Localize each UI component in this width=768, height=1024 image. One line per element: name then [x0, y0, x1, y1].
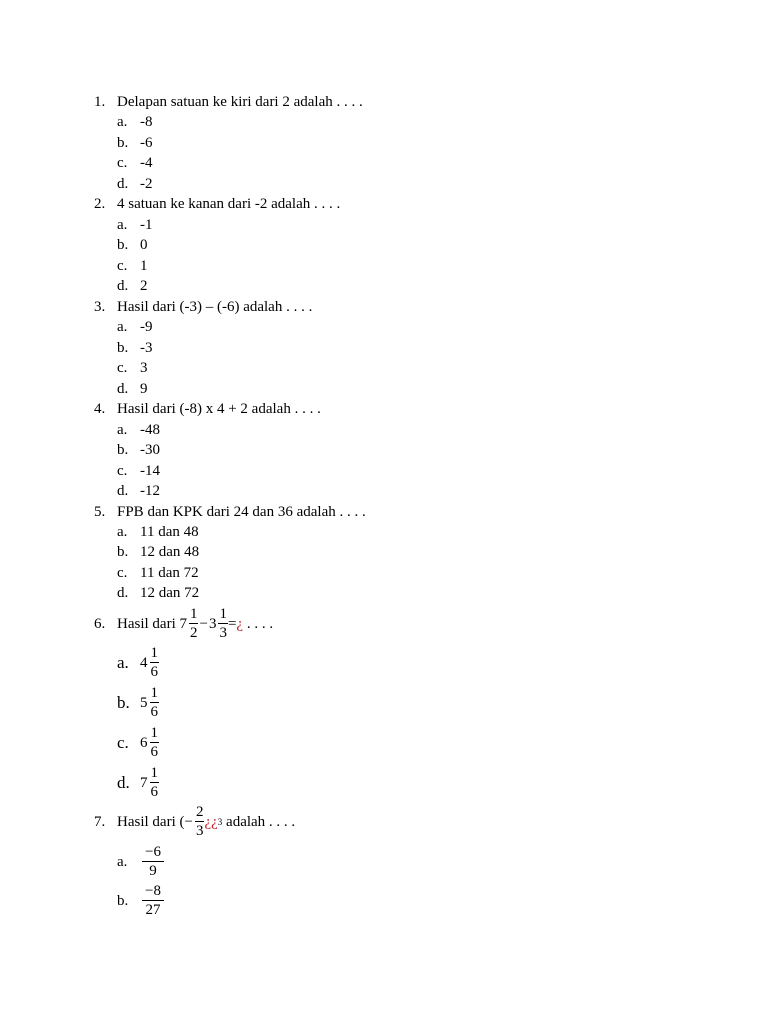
- option-letter: a.: [117, 217, 128, 233]
- question-2: [94, 194, 340, 214]
- option-letter: b.: [117, 237, 129, 253]
- option-text: 12 dan 72: [140, 585, 200, 601]
- option-letter: c.: [117, 463, 128, 479]
- option-letter: b.: [117, 692, 130, 712]
- option-text: -12: [140, 483, 160, 499]
- option-letter: b.: [117, 544, 129, 560]
- option-text: -4: [140, 155, 153, 171]
- option-3a: [117, 317, 153, 337]
- fraction: [218, 605, 228, 642]
- numerator: 2: [195, 804, 204, 820]
- fraction: [142, 843, 164, 880]
- option-letter: a.: [117, 652, 129, 672]
- fraction: [150, 644, 160, 681]
- option-letter: d.: [117, 176, 129, 192]
- minus-sign: −: [184, 813, 193, 830]
- question-text: FPB dan KPK dari 24 dan 36 adalah . . . .: [117, 504, 366, 520]
- option-letter: c.: [117, 565, 128, 581]
- numerator: 1: [150, 725, 158, 741]
- option-text: 11 dan 72: [140, 565, 199, 581]
- option-letter: d.: [117, 278, 129, 294]
- option-letter: c.: [117, 732, 129, 752]
- option-2b: [117, 235, 148, 255]
- option-text: 1: [140, 258, 148, 274]
- option-7a: [117, 843, 164, 880]
- option-letter: c.: [117, 155, 128, 171]
- question-prefix: Hasil dari: [117, 615, 176, 632]
- question-number: 7.: [94, 813, 106, 830]
- question-4: [94, 399, 321, 419]
- option-text: -14: [140, 463, 160, 479]
- option-3d: [117, 379, 148, 399]
- option-5c: [117, 563, 199, 583]
- option-text: -9: [140, 319, 153, 335]
- numerator: 1: [189, 606, 198, 622]
- option-letter: a.: [117, 319, 128, 335]
- option-text: -3: [140, 340, 153, 356]
- question-text: Hasil dari (-8) x 4 + 2 adalah . . . .: [117, 401, 321, 417]
- question-suffix: adalah . . . .: [226, 813, 296, 830]
- option-6c: [117, 724, 159, 761]
- option-5b: [117, 542, 199, 562]
- question-number: 6.: [94, 615, 106, 632]
- fraction: [142, 882, 164, 919]
- option-4c: [117, 461, 160, 481]
- question-number: 3.: [94, 299, 106, 315]
- option-text: -2: [140, 176, 153, 192]
- option-text: 3: [140, 360, 148, 376]
- option-1d: [117, 174, 153, 194]
- numerator: 1: [150, 645, 158, 661]
- question-7: [94, 803, 295, 840]
- option-text: -1: [140, 217, 153, 233]
- option-4d: [117, 481, 160, 501]
- fraction: [150, 684, 160, 721]
- denominator: 6: [150, 704, 158, 720]
- unknown-glyph: ¿: [236, 615, 244, 632]
- option-text: -48: [140, 422, 160, 438]
- question-1: [94, 92, 363, 112]
- option-text: 11 dan 48: [140, 524, 199, 540]
- option-text: 9: [140, 381, 148, 397]
- denominator: 27: [145, 902, 161, 918]
- question-suffix: . . . .: [246, 615, 274, 632]
- whole-number: 6: [140, 734, 148, 751]
- option-6b: [117, 684, 159, 721]
- denominator: 3: [195, 823, 204, 839]
- whole-number: 3: [208, 615, 217, 632]
- question-text: Hasil dari (-3) – (-6) adalah . . . .: [117, 299, 313, 315]
- option-letter: c.: [117, 360, 128, 376]
- denominator: 6: [150, 784, 158, 800]
- denominator: 6: [150, 744, 158, 760]
- option-4a: [117, 420, 160, 440]
- option-text: -6: [140, 135, 153, 151]
- question-text: Delapan satuan ke kiri dari 2 adalah . . . .: [117, 94, 363, 110]
- fraction: [195, 803, 205, 840]
- question-text: 4 satuan ke kanan dari -2 adalah . . . .: [117, 196, 341, 212]
- numerator: 1: [150, 685, 158, 701]
- unknown-glyph: ¿¿: [204, 813, 218, 830]
- option-letter: b.: [117, 340, 129, 356]
- option-4b: [117, 440, 160, 460]
- equals-sign: =: [227, 615, 237, 632]
- option-letter: a.: [117, 524, 128, 540]
- option-5d: [117, 583, 199, 603]
- denominator: 2: [189, 625, 198, 641]
- question-5: [94, 502, 366, 522]
- option-letter: c.: [117, 258, 128, 274]
- question-number: 4.: [94, 401, 106, 417]
- option-1c: [117, 153, 153, 173]
- numerator: −6: [142, 843, 164, 862]
- option-text: -8: [140, 114, 153, 130]
- option-7b: [117, 882, 164, 919]
- option-3b: [117, 338, 153, 358]
- option-letter: b.: [117, 892, 129, 909]
- question-number: 1.: [94, 94, 106, 110]
- question-3: [94, 297, 312, 317]
- numerator: 1: [219, 606, 227, 622]
- option-letter: b.: [117, 442, 129, 458]
- whole-number: 4: [140, 654, 148, 671]
- option-letter: b.: [117, 135, 129, 151]
- option-2a: [117, 215, 153, 235]
- option-text: 2: [140, 278, 148, 294]
- question-number: 2.: [94, 196, 106, 212]
- option-letter: d.: [117, 585, 129, 601]
- numerator: −8: [142, 882, 164, 901]
- option-2c: [117, 256, 148, 276]
- denominator: 9: [149, 863, 157, 879]
- fraction: [150, 764, 160, 801]
- option-letter: d.: [117, 483, 129, 499]
- option-1b: [117, 133, 153, 153]
- option-6a: [117, 644, 159, 681]
- option-text: -30: [140, 442, 160, 458]
- numerator: 1: [150, 765, 158, 781]
- denominator: 3: [219, 625, 227, 641]
- option-5a: [117, 522, 199, 542]
- minus-sign: −: [199, 615, 208, 632]
- whole-number: 5: [140, 694, 148, 711]
- option-letter: a.: [117, 853, 128, 870]
- option-6d: [117, 764, 159, 801]
- option-3c: [117, 358, 148, 378]
- option-letter: d.: [117, 381, 129, 397]
- whole-number: 7: [140, 774, 148, 791]
- denominator: 6: [150, 664, 158, 680]
- option-1a: [117, 112, 153, 132]
- whole-number: 7: [179, 615, 187, 632]
- fraction: [150, 724, 160, 761]
- fraction: [189, 605, 199, 642]
- question-number: 5.: [94, 504, 106, 520]
- option-2d: [117, 276, 148, 296]
- option-letter: a.: [117, 114, 128, 130]
- option-letter: d.: [117, 772, 130, 792]
- exponent: 3: [217, 816, 223, 827]
- option-text: 12 dan 48: [140, 544, 200, 560]
- question-prefix: Hasil dari (: [117, 813, 185, 830]
- question-6: [94, 605, 273, 642]
- option-text: 0: [140, 237, 148, 253]
- option-letter: a.: [117, 422, 128, 438]
